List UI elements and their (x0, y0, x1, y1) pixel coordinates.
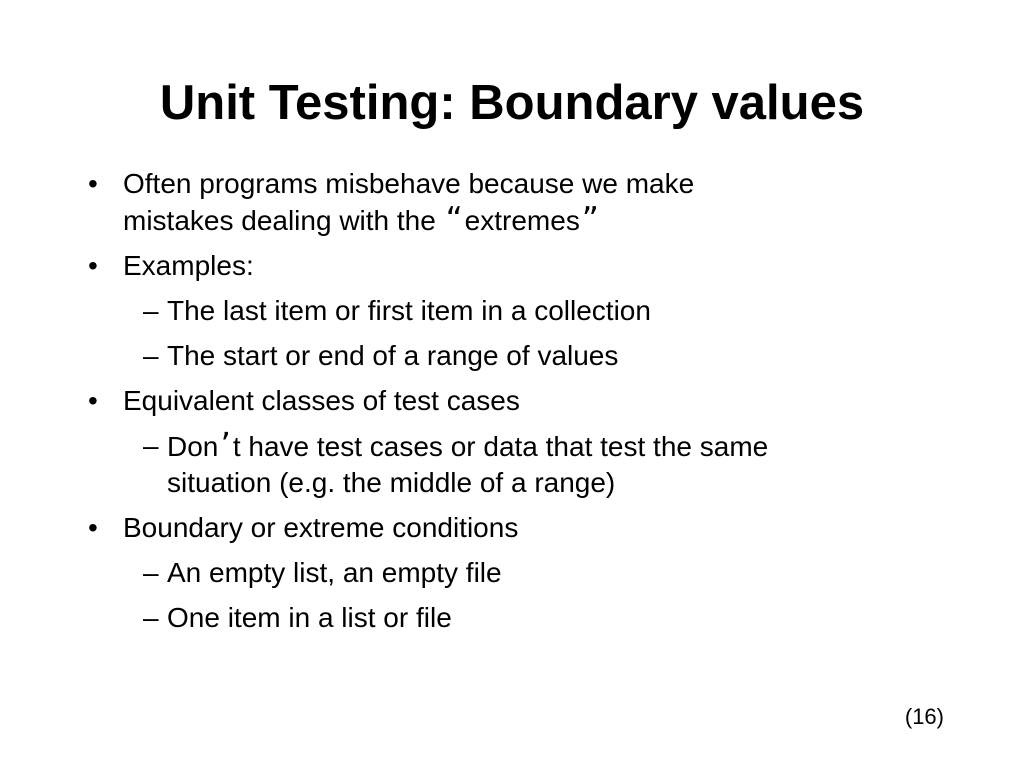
dash-icon: – (143, 430, 159, 461)
sub-bullet-item (0, 425, 1024, 501)
bullet-text (167, 338, 618, 374)
text-line: An empty list, an empty file (167, 557, 502, 588)
sub-bullet-item (0, 293, 1024, 329)
sub-bullet-item (0, 600, 1024, 636)
bullet-text (123, 248, 254, 284)
text-line: The last item or first item in a collection (167, 295, 651, 326)
page-number: (16) (904, 704, 944, 729)
bullet-item (0, 383, 1024, 419)
bullet-text (123, 166, 694, 239)
text-line: Don’t have test cases or data that test the same (167, 425, 769, 464)
dash-icon: – (143, 602, 159, 633)
dash-icon: – (143, 340, 159, 371)
dash-icon: – (143, 557, 159, 588)
slide-title: Unit Testing: Boundary values (159, 76, 865, 130)
bullet-item (0, 248, 1024, 284)
text-line: Boundary or extreme conditions (123, 512, 519, 543)
smart-quote: “ (445, 199, 463, 238)
bullet-dot-icon: • (88, 512, 98, 543)
bullet-text (123, 383, 520, 419)
dash-icon: – (143, 295, 159, 326)
sub-bullet-item (0, 338, 1024, 374)
text-line: situation (e.g. the middle of a range) (167, 467, 616, 498)
bullet-text (167, 555, 502, 591)
bullet-item (0, 166, 1024, 239)
bullet-text (123, 510, 518, 546)
bullet-list (0, 166, 1024, 636)
bullet-text (167, 600, 452, 636)
bullet-dot-icon: • (88, 385, 98, 416)
text-line: The start or end of a range of values (167, 340, 619, 371)
bullet-text (167, 293, 651, 329)
bullet-item (0, 510, 1024, 546)
text-line: Equivalent classes of test cases (123, 385, 520, 416)
smart-quote: ’ (220, 425, 231, 464)
text-line: Examples: (123, 250, 254, 281)
text-line: mistakes dealing with the “extremes” (123, 199, 599, 238)
text-line: One item in a list or file (167, 602, 452, 633)
bullet-dot-icon: • (88, 168, 98, 199)
text-line: Often programs misbehave because we make (123, 168, 695, 199)
bullet-text (167, 425, 769, 501)
bullet-dot-icon: • (88, 250, 98, 281)
smart-quote: ” (581, 199, 599, 238)
sub-bullet-item (0, 555, 1024, 591)
